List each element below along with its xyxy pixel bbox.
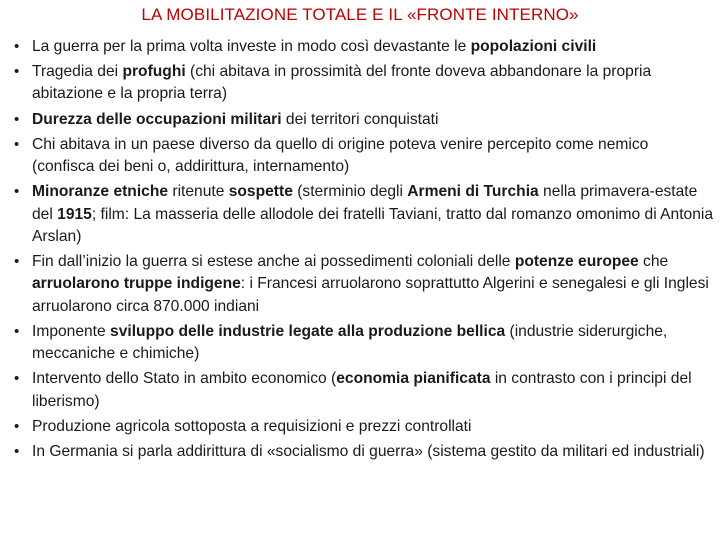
- text-segment: In Germania si parla addirittura di «socialismo di guerra» (sistema gestito da militari ed industriali): [32, 443, 705, 461]
- bullet-item: [14, 416, 714, 438]
- text-segment: in contrasto con i principi del liberismo): [32, 370, 692, 410]
- bold-text: profughi: [122, 63, 186, 81]
- bold-text: economia pianificata: [336, 370, 491, 388]
- bold-text: 1915: [57, 205, 92, 223]
- text-segment: Produzione agricola sottoposta a requisizioni e prezzi controllati: [32, 417, 472, 435]
- text-segment: Chi abitava in un paese diverso da quello di origine poteva venire percepito come nemico (confisca dei beni o, addirittura, internamento): [32, 135, 649, 176]
- text-segment: Fin dall’inizio la guerra si estese anche ai possedimenti coloniali delle: [32, 253, 515, 271]
- bullet-item: [14, 181, 714, 248]
- text-segment: ritenute: [168, 183, 229, 201]
- bullet-item: [14, 36, 714, 58]
- bullet-list: [14, 36, 714, 466]
- bullet-item: [14, 368, 714, 413]
- bullet-item: [14, 109, 714, 131]
- bullet-item: [14, 441, 714, 463]
- text-segment: dei territori conquistati: [281, 110, 439, 128]
- text-segment: La guerra per la prima volta investe in modo così devastante le: [32, 38, 471, 55]
- bold-text: Armeni di Turchia: [407, 183, 539, 201]
- slide-title: LA MOBILITAZIONE TOTALE E IL «FRONTE INTERNO»: [141, 5, 579, 24]
- bold-text: Durezza delle occupazioni militari: [32, 110, 282, 128]
- bold-text: arruolarono truppe indigene: [32, 275, 241, 293]
- bold-text: Minoranze etniche: [32, 183, 169, 201]
- bullet-item: [14, 134, 714, 179]
- text-segment: che: [638, 253, 669, 271]
- bold-text: sospette: [228, 183, 293, 201]
- bullet-item: [14, 251, 714, 318]
- bullet-item: [14, 61, 714, 106]
- text-segment: Tragedia dei: [32, 63, 123, 81]
- text-segment: nella primavera-estate del: [32, 183, 698, 223]
- text-segment: Imponente: [32, 322, 111, 340]
- bold-text: sviluppo delle industrie legate alla produzione bellica: [110, 322, 506, 340]
- text-segment: (industrie siderurgiche, meccaniche e chimiche): [32, 322, 668, 363]
- text-segment: (chi abitava in prossimità del fronte doveva abbandonare la propria abitazione e la propria terra): [32, 63, 652, 103]
- bold-text: popolazioni civili: [470, 38, 597, 55]
- text-segment: : i Francesi arruolarono soprattutto Algerini e senegalesi e gli Inglesi arruolarono circa 870.000 indiani: [32, 275, 709, 315]
- text-segment: Intervento dello Stato in ambito economico (: [32, 370, 337, 388]
- bullet-item: [14, 321, 714, 366]
- bold-text: potenze europee: [514, 253, 639, 271]
- text-segment: ; film: La masseria delle allodole dei fratelli Taviani, tratto dal romanzo omonimo di Antonia Arslan): [32, 205, 714, 245]
- text-segment: (sterminio degli: [292, 183, 408, 201]
